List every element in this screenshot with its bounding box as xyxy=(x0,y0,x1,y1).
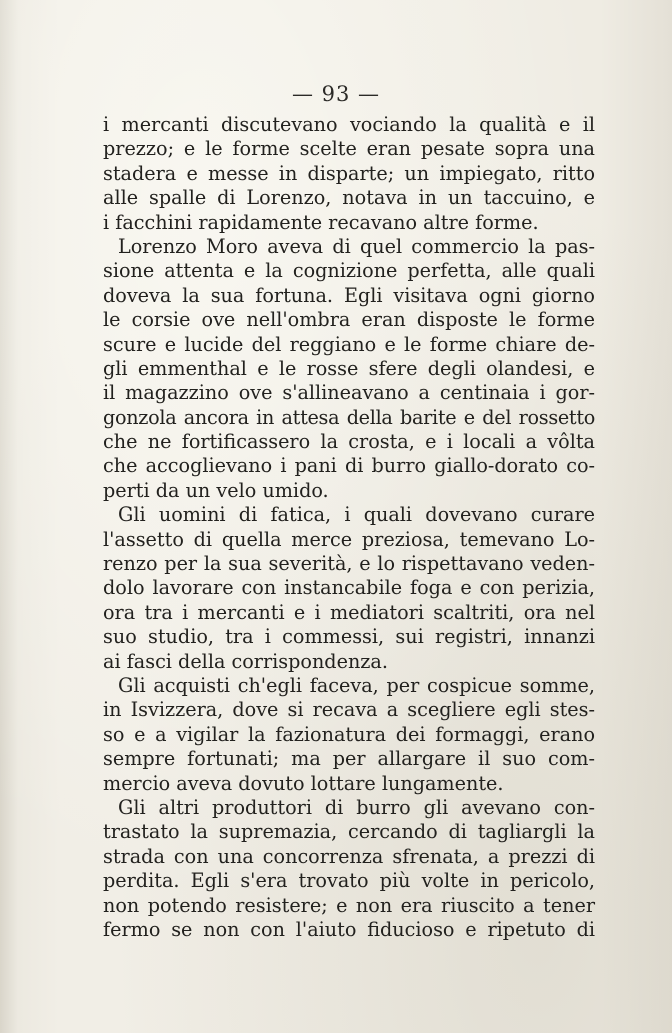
text-line: trastato la supremazia, cercando di tagliargli la xyxy=(103,820,595,844)
text-line: alle spalle di Lorenzo, notava in un taccuino, e xyxy=(103,186,595,210)
text-line: fermo se non con l'aiuto fiducioso e ripetuto di xyxy=(103,917,595,941)
text-line: strada con una concorrenza sfrenata, a prezzi di xyxy=(103,844,595,868)
text-line: l'assetto di quella merce preziosa, temevano Lo- xyxy=(103,527,595,551)
text-line: i facchini rapidamente recavano altre forme. xyxy=(103,210,539,234)
page-number: — 93 — xyxy=(291,82,381,106)
text-line: i mercanti discutevano vociando la qualità e il xyxy=(103,113,595,136)
text-line: stadera e messe in disparte; un impiegato, ritto xyxy=(103,161,595,185)
text-line: ora tra i mercanti e i mediatori scaltriti, ora nel xyxy=(103,600,595,624)
text-line: il magazzino ove s'allineavano a centinaia i gor- xyxy=(103,381,595,405)
text-line: so e a vigilar la fazionatura dei formaggi, erano xyxy=(103,722,595,746)
text-line: mercio aveva dovuto lottare lungamente. xyxy=(103,771,504,795)
text-line: suo studio, tra i commessi, sui registri, innanzi xyxy=(103,625,595,649)
text-line: che ne fortificassero la crosta, e i locali a vôlta xyxy=(103,430,595,454)
text-line: perti da un velo umido. xyxy=(103,478,329,502)
text-line: in Isvizzera, dove si recava a scegliere egli stes- xyxy=(103,698,595,722)
text-line: renzo per la sua severità, e lo rispettavano veden- xyxy=(103,552,595,576)
text-line: dolo lavorare con instancabile foga e con perizia, xyxy=(103,576,595,600)
text-line: prezzo; e le forme scelte eran pesate sopra una xyxy=(103,137,595,161)
text-line: Gli altri produttori di burro gli avevano con- xyxy=(118,795,595,819)
text-line: Gli uomini di fatica, i quali dovevano curare xyxy=(118,503,595,527)
text-line: Lorenzo Moro aveva di quel commercio la pas- xyxy=(118,234,595,258)
body-text xyxy=(103,113,595,942)
text-line: gli emmenthal e le rosse sfere degli olandesi, e xyxy=(103,356,595,380)
text-line: doveva la sua fortuna. Egli visitava ogni giorno xyxy=(103,283,595,307)
text-line: che accoglievano i pani di burro giallo-dorato co- xyxy=(103,454,595,478)
text-line: Gli acquisti ch'egli faceva, per cospicue somme, xyxy=(118,673,595,697)
text-line: gonzola ancora in attesa della barite e del rossetto xyxy=(103,405,595,429)
text-line: ai fasci della corrispondenza. xyxy=(103,649,388,673)
text-line: scure e lucide del reggiano e le forme chiare de- xyxy=(103,332,595,356)
text-line: perdita. Egli s'era trovato più volte in pericolo, xyxy=(103,869,595,893)
text-line: le corsie ove nell'ombra eran disposte le forme xyxy=(103,308,595,332)
text-line: sione attenta e la cognizione perfetta, alle quali xyxy=(103,259,595,283)
text-line: non potendo resistere; e non era riuscito a tener xyxy=(103,893,595,917)
text-line: sempre fortunati; ma per allargare il suo com- xyxy=(103,747,595,771)
